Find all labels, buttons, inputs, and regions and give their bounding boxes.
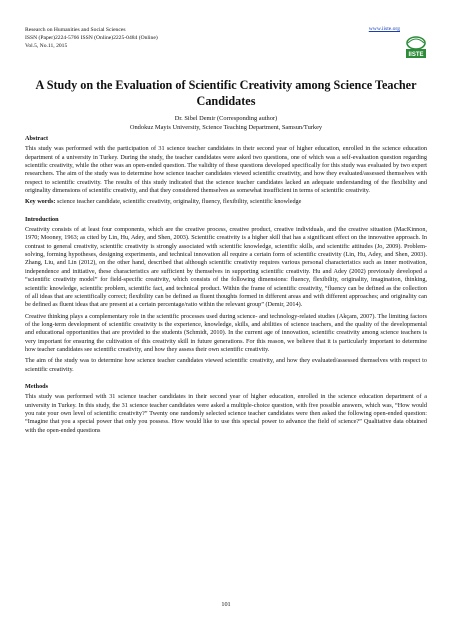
- journal-issn: ISSN (Paper)2224-5766 ISSN (Online)2225-0484 (Online): [25, 35, 158, 42]
- page-number: 101: [221, 601, 231, 608]
- methods-heading: Methods: [25, 382, 49, 390]
- introduction-heading: Introduction: [25, 215, 59, 223]
- keywords-line: [25, 198, 427, 206]
- journal-url-link[interactable]: www.iiste.org: [368, 26, 400, 32]
- keywords-list: science teacher candidate, scientific creativity, originality, fluency, flexibility, scientific knowledge: [55, 198, 302, 206]
- journal-volume: Vol.5, No.11, 2015: [25, 43, 68, 50]
- paper-title: A Study on the Evaluation of Scientific Creativity among Science Teacher Candidates: [35, 78, 417, 108]
- keywords-label: Key words:: [25, 198, 56, 206]
- author-line: Dr. Sibel Demir (Corresponding author): [174, 115, 278, 122]
- intro-paragraph: Creative thinking plays a complementary role in the scientific processes used during science- and technology-related studies (Akçam, 2007). The limiting factors of the long-term development of scientific creativity is the experience, knowledge, skills, and abilities of science teachers, and the quality of the developmental and educational opportunities that are provided to the students (Schmidt, 2010). In the current age of innovation, scientific creativity among science teachers is very important for ensuring the cultivation of this creativity skill in future generations. For this reason, we believe that it is particularly important to determine how teacher candidates see scientific creativity, and how they assess their own scientific creativity.: [25, 312, 427, 353]
- paper-body: [25, 135, 427, 438]
- svg-text:IISTE: IISTE: [408, 52, 424, 58]
- intro-paragraph: The aim of the study was to determine how science teacher candidates viewed scientific creativity, and how they evaluated/assessed themselves with respect to scientific creativity.: [25, 357, 427, 373]
- journal-name: Research on Humanities and Social Sciences: [25, 27, 126, 33]
- abstract-heading: Abstract: [25, 135, 49, 142]
- abstract-text: This study was performed with the participation of 31 science teacher candidates in their second year of higher education, enrolled in the science education department of a university in Turkey. During the study, the teacher candidates were asked two questions, one of which was a self-evaluation question regarding scientific creativity, while the other was an open-ended question. The validity of these questions developed specifically for this study was evaluated by two expert researchers. The aim of the study was to determine how science teacher candidates viewed scientific creativity, and how they evaluated/assessed themselves with respect to scientific creativity. The results of this study indicated that the science teacher candidates lacked an adequate understanding of the flexibility and originality dimensions of scientific creativity, and that they considered themselves as somewhat insufficient in terms of scientific creativity.: [25, 145, 427, 195]
- journal-header: [25, 26, 158, 51]
- intro-paragraph: Creativity consists of at least four components, which are the creative process, creative product, creative individuals, and the creative situation (MacKinnon, 1970; Mooney, 1963; as cited by Lin, Hu, Adey, and Shen, 2003). Scientific creativity is a higher skill that has a significant effect on the innovative approach. In contrast to general creativity, scientific creativity is strongly associated with scientific knowledge, scientific skills, and scientific attitudes (Jo, 2009). Problem-solving, forming hypotheses, designing experiments, and technical innovation all require a certain form of scientific creativity (Lin, Hu, Adey, and Shen, 2003). Zhang, Liu, and Lin (2012), on the other hand, described that although scientific creativity requires various personal characteristics such as inner motivation, independence and initiative, these characteristics are sufficient by themselves in supporting scientific creativity. Hu and Adey (2002) previously developed a “scientific creativity model” for field-specific creativity, which consists of the following dimensions: fluency, flexibility, originality, imagination, thinking, scientific knowledge, scientific problem, scientific fact, and technical product. Within the frame of scientific creativity, “fluency can be defined as the collection of all ideas that are scientifically correct; flexibility can be defined as fluent thoughts formed in different areas and with different approaches; and originality can be defined as fluent ideas that are present at a certain percentage/ratio within the relevant group” (Demir, 2014).: [25, 226, 427, 309]
- affiliation-line: Ondokuz Mayis University, Science Teaching Department, Samsun/Turkey: [129, 124, 323, 131]
- methods-paragraph: This study was performed with 31 science teacher candidates in their second year of higher education, enrolled in the science education department of a university in Turkey. In this study, the 31 science teacher candidates were asked a multiple-choice question, with five possible answers, which was, “How would you rate your own level of scientific creativity?” Twenty one randomly selected science teacher candidates were then asked the following open-ended question: “Imagine that you a special power that only you possess. How would like to use this special power to advance the field of science?” Qualitative data obtained with the open-ended questions: [25, 393, 427, 434]
- iiste-logo-icon: [404, 34, 428, 60]
